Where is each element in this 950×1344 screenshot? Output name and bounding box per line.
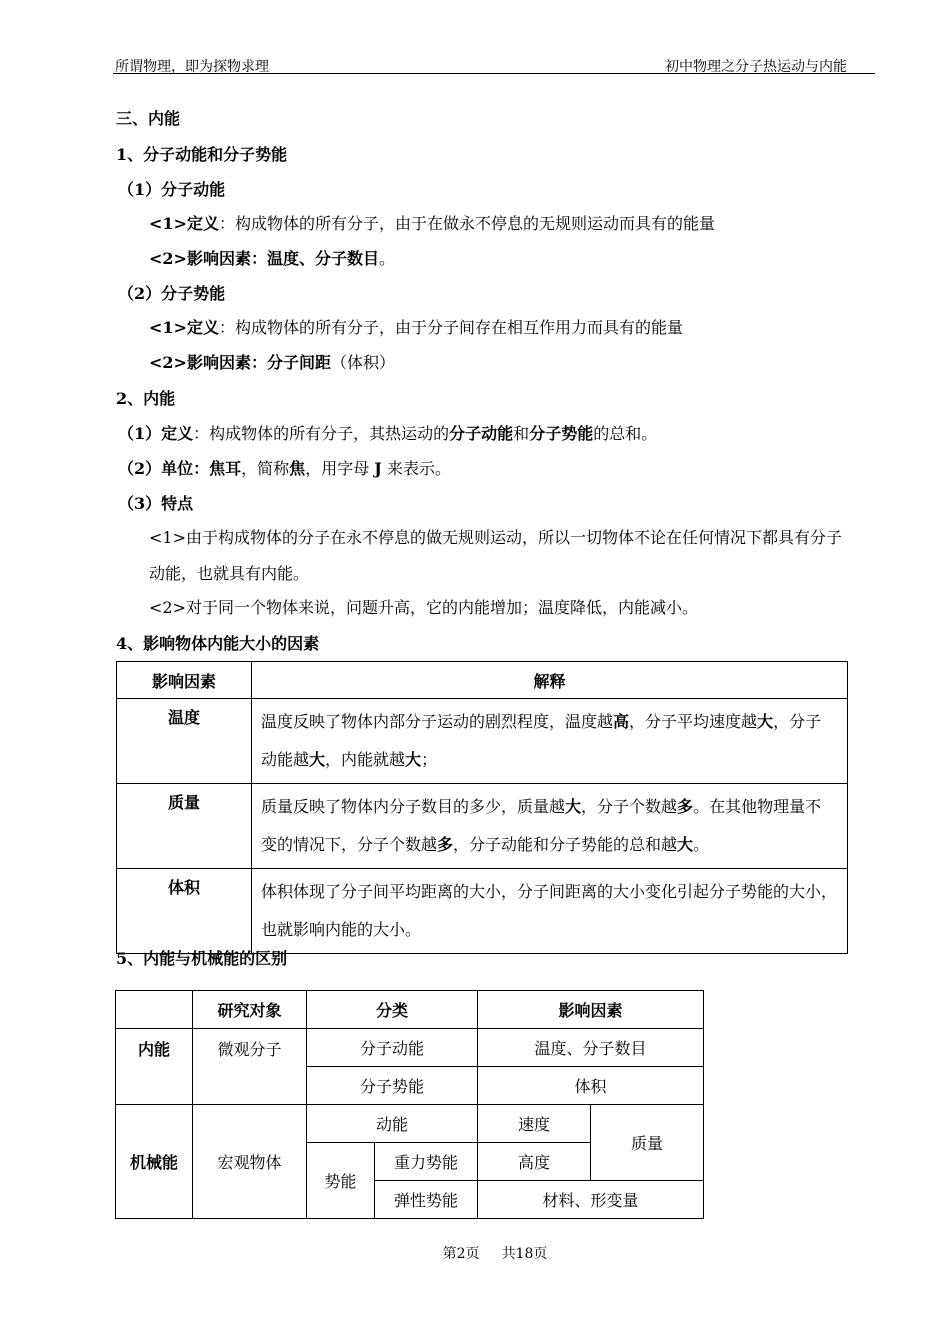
cmp-head-factor: 影响因素	[478, 991, 704, 1029]
s2-title: 2、内能	[116, 389, 176, 408]
table-row	[116, 1029, 704, 1067]
cmp-grav-pe: 重力势能	[375, 1143, 478, 1181]
s2-unit	[118, 458, 451, 480]
header-right: 初中物理之分子热运动与内能	[665, 59, 847, 75]
s2-def-d: 分子势能	[529, 424, 594, 443]
s1-ke-def-label: <1>定义	[149, 214, 219, 233]
cmp-mechanical: 机械能	[116, 1105, 193, 1219]
table-row	[117, 869, 848, 954]
footer-total: 共18页	[501, 1246, 548, 1262]
comparison-table	[115, 990, 704, 1219]
factor-volume-name: 体积	[117, 869, 252, 954]
s1-pe-def-text: ：构成物体的所有分子，由于分子间存在相互作用力而具有的能量	[218, 318, 683, 337]
s1-ke-factor	[149, 248, 395, 270]
factors-head-factor: 影响因素	[117, 662, 252, 699]
factors-table	[116, 661, 848, 954]
factor-temp-name: 温度	[117, 699, 252, 784]
cmp-mol-ke: 分子动能	[307, 1029, 478, 1067]
table-row	[117, 784, 848, 869]
cmp-internal: 内能	[116, 1029, 193, 1105]
s2-def-label: （1）定义	[118, 424, 194, 443]
s2-def-b: 分子动能	[449, 424, 514, 443]
cmp-speed: 速度	[478, 1105, 591, 1143]
s1-ke-factor-end: 。	[378, 249, 395, 268]
s2-def-c: 和	[513, 424, 530, 443]
s2-def-e: 的总和。	[593, 424, 658, 443]
cmp-mass: 质量	[591, 1105, 704, 1181]
s1-pe-def	[149, 317, 683, 339]
cmp-head-blank	[116, 991, 193, 1029]
table-row	[116, 991, 704, 1029]
s2-feature-1-line1: <1>由于构成物体的分子在永不停息的做无规则运动，所以一切物体不论在任何情况下都具有分子	[149, 528, 842, 547]
s1-title: 1、分子动能和分子势能	[116, 145, 288, 164]
cmp-ke: 动能	[307, 1105, 478, 1143]
table-row	[117, 662, 848, 699]
cmp-pe: 势能	[307, 1143, 375, 1219]
s1-ke-title: （1）分子动能	[118, 180, 226, 199]
s1-ke-def	[149, 213, 715, 235]
factor-temp-expl: 温度反映了物体内部分子运动的剧烈程度，温度越高，分子平均速度越大，分子动能越大，内能就越大；	[252, 699, 848, 784]
s2-unit-c: 焦	[289, 459, 306, 478]
page-footer	[0, 1243, 950, 1263]
s1-pe-factor-end: （体积）	[330, 353, 395, 372]
cmp-macro: 宏观物体	[193, 1105, 307, 1219]
cmp-elastic-factor: 材料、形变量	[478, 1181, 704, 1219]
factor-mass-expl: 质量反映了物体内分子数目的多少，质量越大，分子个数越多。在其他物理量不变的情况下，分子个数越多，分子动能和分子势能的总和越大。	[252, 784, 848, 869]
factors-head-expl: 解释	[252, 662, 848, 699]
s2-feature-2: <2>对于同一个物体来说，问题升高，它的内能增加；温度降低，内能减小。	[149, 598, 698, 617]
s1-ke-factor-label: <2>影响因素：	[149, 249, 267, 268]
cmp-mol-pe-factor: 体积	[478, 1067, 704, 1105]
s2-unit-f: 来表示。	[381, 459, 451, 478]
table-row	[116, 1105, 704, 1143]
factor-mass-name: 质量	[117, 784, 252, 869]
footer-page: 第2页	[442, 1246, 480, 1262]
table-row	[117, 699, 848, 784]
s4-title: 4、影响物体内能大小的因素	[116, 634, 320, 653]
s2-unit-d: ，用字母	[305, 459, 375, 478]
s1-ke-factor-text: 温度、分子数目	[266, 249, 379, 268]
s1-pe-factor-label: <2>影响因素：	[149, 353, 267, 372]
s1-ke-def-text: ：构成物体的所有分子，由于在做永不停息的无规则运动而具有的能量	[218, 214, 715, 233]
cmp-micro: 微观分子	[193, 1029, 307, 1105]
s2-unit-label: （2）单位：	[118, 459, 210, 478]
cmp-mol-ke-factor: 温度、分子数目	[478, 1029, 704, 1067]
s2-unit-a: 焦耳	[209, 459, 242, 478]
s2-feature-title: （3）特点	[118, 494, 194, 513]
s1-pe-def-label: <1>定义	[149, 318, 219, 337]
header-rule	[113, 73, 875, 74]
s1-pe-factor	[149, 352, 395, 374]
cmp-mol-pe: 分子势能	[307, 1067, 478, 1105]
cmp-height: 高度	[478, 1143, 591, 1181]
s2-unit-b: ，简称	[241, 459, 290, 478]
s1-pe-title: （2）分子势能	[118, 284, 226, 303]
cmp-elastic-pe: 弹性势能	[375, 1181, 478, 1219]
s1-pe-factor-text: 分子间距	[266, 353, 331, 372]
cmp-head-class: 分类	[307, 991, 478, 1029]
cmp-head-object: 研究对象	[193, 991, 307, 1029]
s2-def-a: ：构成物体的所有分子，其热运动的	[193, 424, 450, 443]
s5-title: 5、内能与机械能的区别	[116, 949, 288, 968]
header-left: 所谓物理，即为探物求理	[115, 59, 269, 75]
s2-unit-e: J	[374, 459, 382, 478]
section-title: 三、内能	[116, 109, 181, 128]
factor-volume-expl: 体积体现了分子间平均距离的大小，分子间距离的大小变化引起分子势能的大小，也就影响内能的大小。	[252, 869, 848, 954]
s2-def	[118, 423, 657, 445]
s2-feature-1-line2: 动能，也就具有内能。	[149, 564, 310, 583]
